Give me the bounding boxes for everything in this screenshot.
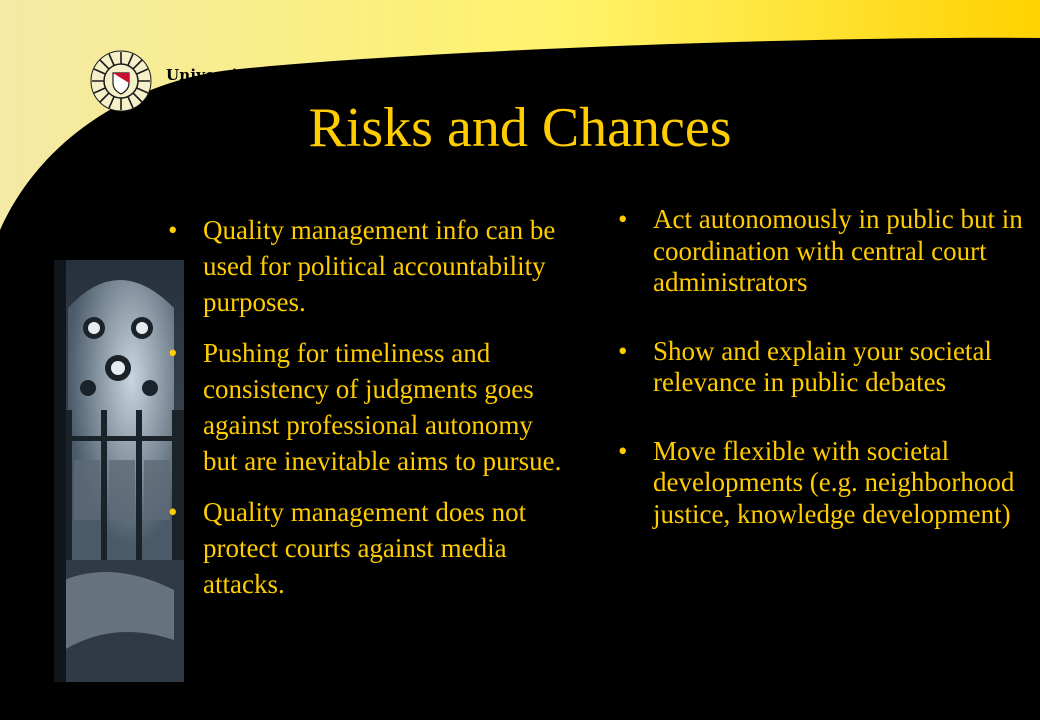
bullet-item: • Pushing for timeliness and consistency of judgments goes against professional autonomy but are inevitable aims to pursue. — [168, 335, 568, 479]
bullet-item: • Quality management does not protect courts against media attacks. — [168, 494, 568, 602]
bullet-item: • Move flexible with societal developments (e.g. neighborhood justice, knowledge development) — [618, 436, 1028, 531]
chances-bullet-list — [618, 204, 1028, 567]
cloister-window-photo — [54, 260, 184, 682]
slide-title: Risks and Chances — [308, 97, 732, 159]
institution-name: Universiteit Utrecht — [166, 66, 339, 84]
bullet-item: • Act autonomously in public but in coordination with central court administrators — [618, 204, 1028, 299]
risks-bullet-list — [168, 212, 568, 617]
bullet-item: • Show and explain your societal relevance in public debates — [618, 336, 1028, 399]
bullet-item: • Quality management info can be used for political accountability purposes. — [168, 212, 568, 320]
